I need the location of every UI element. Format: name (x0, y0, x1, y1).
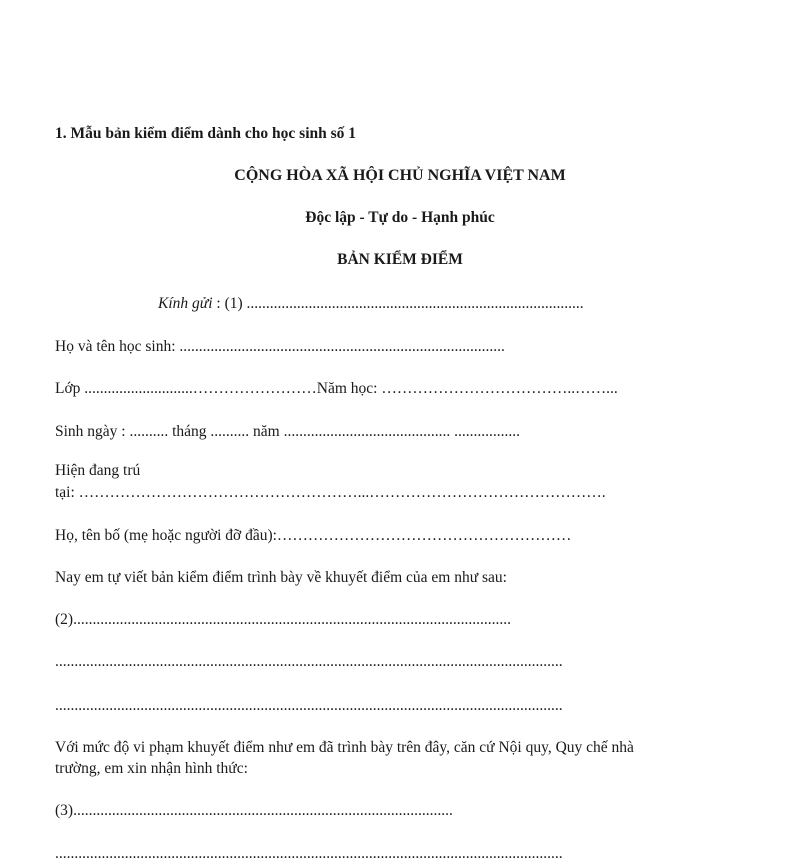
discipline-text: trường, em xin nhận hình thức: (55, 760, 248, 777)
addressee-blank: : (1) ....................................................................................... (212, 295, 584, 312)
residence-field: tại: ………………………………………………...………………………………………. (55, 484, 606, 501)
blank-line: ................................................................................................................................... (55, 697, 563, 714)
class-year-field: Lớp ............................……………………Năm học: ………………………………..……... (55, 380, 618, 397)
parent-name-field: Họ, tên bố (mẹ hoặc người đỡ đầu):………………………………………………… (55, 527, 572, 544)
motto: Độc lập - Tự do - Hạnh phúc (305, 209, 495, 226)
national-title: CỘNG HÒA XÃ HỘI CHỦ NGHĨA VIỆT NAM (234, 167, 566, 184)
intro-statement: Nay em tự viết bản kiểm điểm trình bày về khuyết điểm của em như sau: (55, 569, 507, 586)
form-title: BẢN KIỂM ĐIỂM (337, 251, 463, 268)
blank-line: ................................................................................................................................... (55, 845, 563, 862)
addressee-line (158, 294, 584, 314)
blank-line: ................................................................................................................................... (55, 653, 563, 670)
addressee-label: Kính gửi (158, 295, 213, 312)
item-2-line: (2)................................................................................................................. (55, 611, 511, 628)
birth-date-field: Sinh ngày : .......... tháng .......... năm ........................................... ................. (55, 423, 520, 440)
residence-label: Hiện đang trú (55, 462, 141, 479)
item-3-line: (3).................................................................................................. (55, 802, 453, 819)
section-heading: 1. Mẫu bản kiểm điểm dành cho học sinh số 1 (55, 125, 357, 142)
discipline-text: Với mức độ vi phạm khuyết điểm như em đã trình bày trên đây, căn cứ Nội quy, Quy chế nhà (55, 739, 634, 756)
student-name-field: Họ và tên học sinh: .................................................................................... (55, 338, 505, 355)
